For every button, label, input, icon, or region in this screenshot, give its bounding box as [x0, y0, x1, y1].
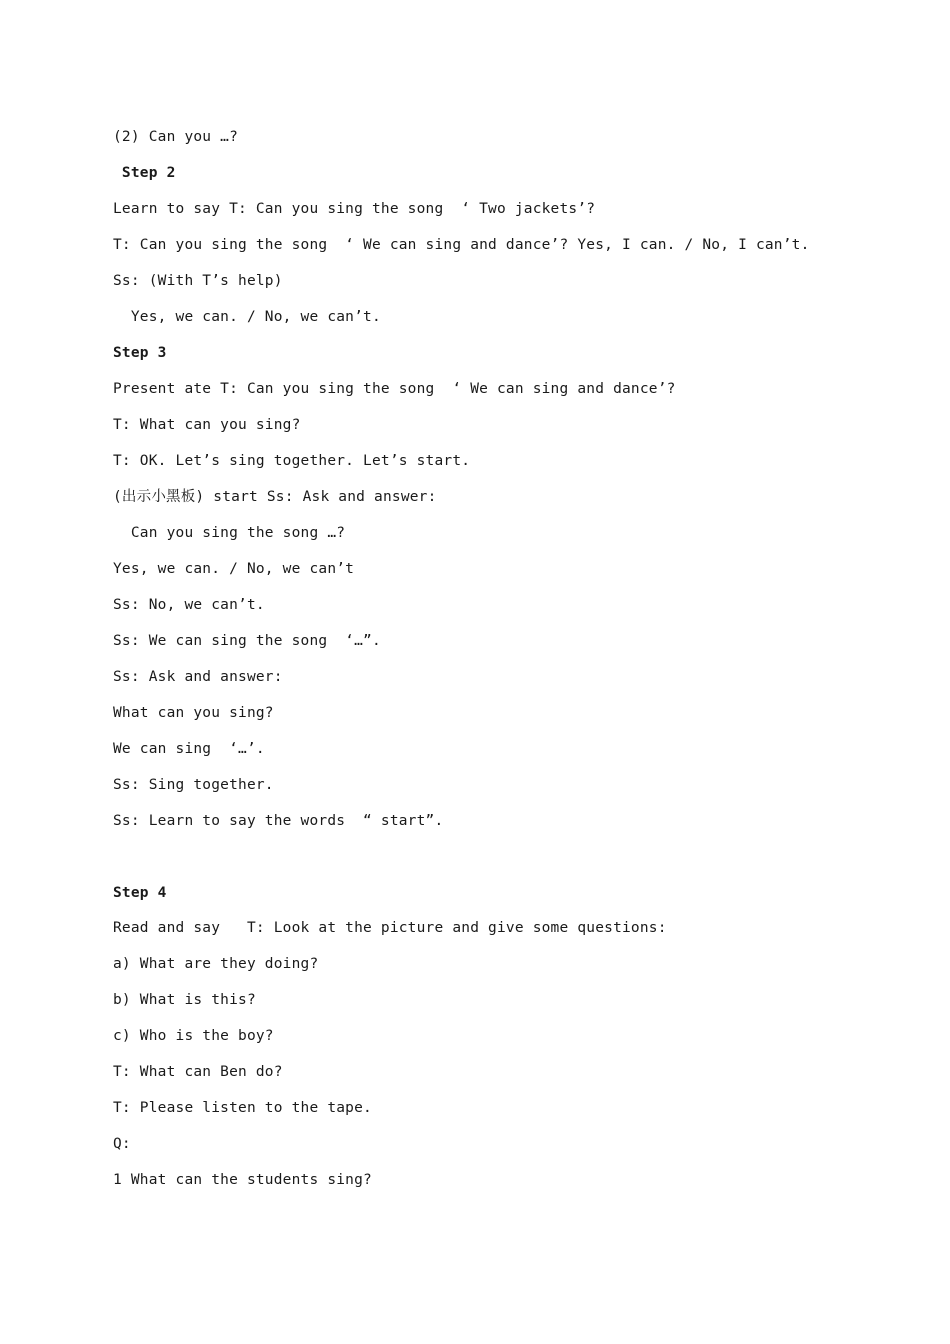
text-line: T: Please listen to the tape.	[113, 1100, 372, 1116]
text-line: Q:	[113, 1136, 131, 1152]
text-line: b) What is this?	[113, 992, 256, 1008]
text-line: Ss: We can sing the song ‘…”.	[113, 633, 381, 649]
text-line: T: Can you sing the song ‘ We can sing and dance’? Yes, I can. / No, I can’t.	[113, 237, 810, 253]
text-line: 1 What can the students sing?	[113, 1172, 372, 1188]
text-line: (出示小黑板) start Ss: Ask and answer:	[113, 489, 437, 505]
text-line: Read and say T: Look at the picture and give some questions:	[113, 920, 667, 936]
text-line: Ss: No, we can’t.	[113, 597, 265, 613]
text-line: What can you sing?	[113, 705, 274, 721]
text-line: T: OK. Let’s sing together. Let’s start.	[113, 453, 471, 469]
text-line: a) What are they doing?	[113, 956, 319, 972]
text-line: c) Who is the boy?	[113, 1028, 274, 1044]
text-line: Yes, we can. / No, we can’t.	[113, 309, 381, 325]
step-heading: Step 3	[113, 345, 167, 361]
text-line: (2) Can you …?	[113, 129, 239, 145]
step-heading: Step 4	[113, 885, 167, 901]
text-line: Ss: Learn to say the words “ start”.	[113, 813, 444, 829]
text-line: Ss: (With T’s help)	[113, 273, 283, 289]
text-line: We can sing ‘…’.	[113, 741, 265, 757]
step-heading: Step 2	[113, 165, 176, 181]
text-line: Ss: Ask and answer:	[113, 669, 283, 685]
text-line: Ss: Sing together.	[113, 777, 274, 793]
text-line: T: What can Ben do?	[113, 1064, 283, 1080]
text-line: Can you sing the song …?	[113, 525, 346, 541]
text-line: Present ate T: Can you sing the song ‘ We can sing and dance’?	[113, 381, 676, 397]
text-line: T: What can you sing?	[113, 417, 301, 433]
text-line: Learn to say T: Can you sing the song ‘ Two jackets’?	[113, 201, 596, 217]
text-line: Yes, we can. / No, we can’t	[113, 561, 355, 577]
